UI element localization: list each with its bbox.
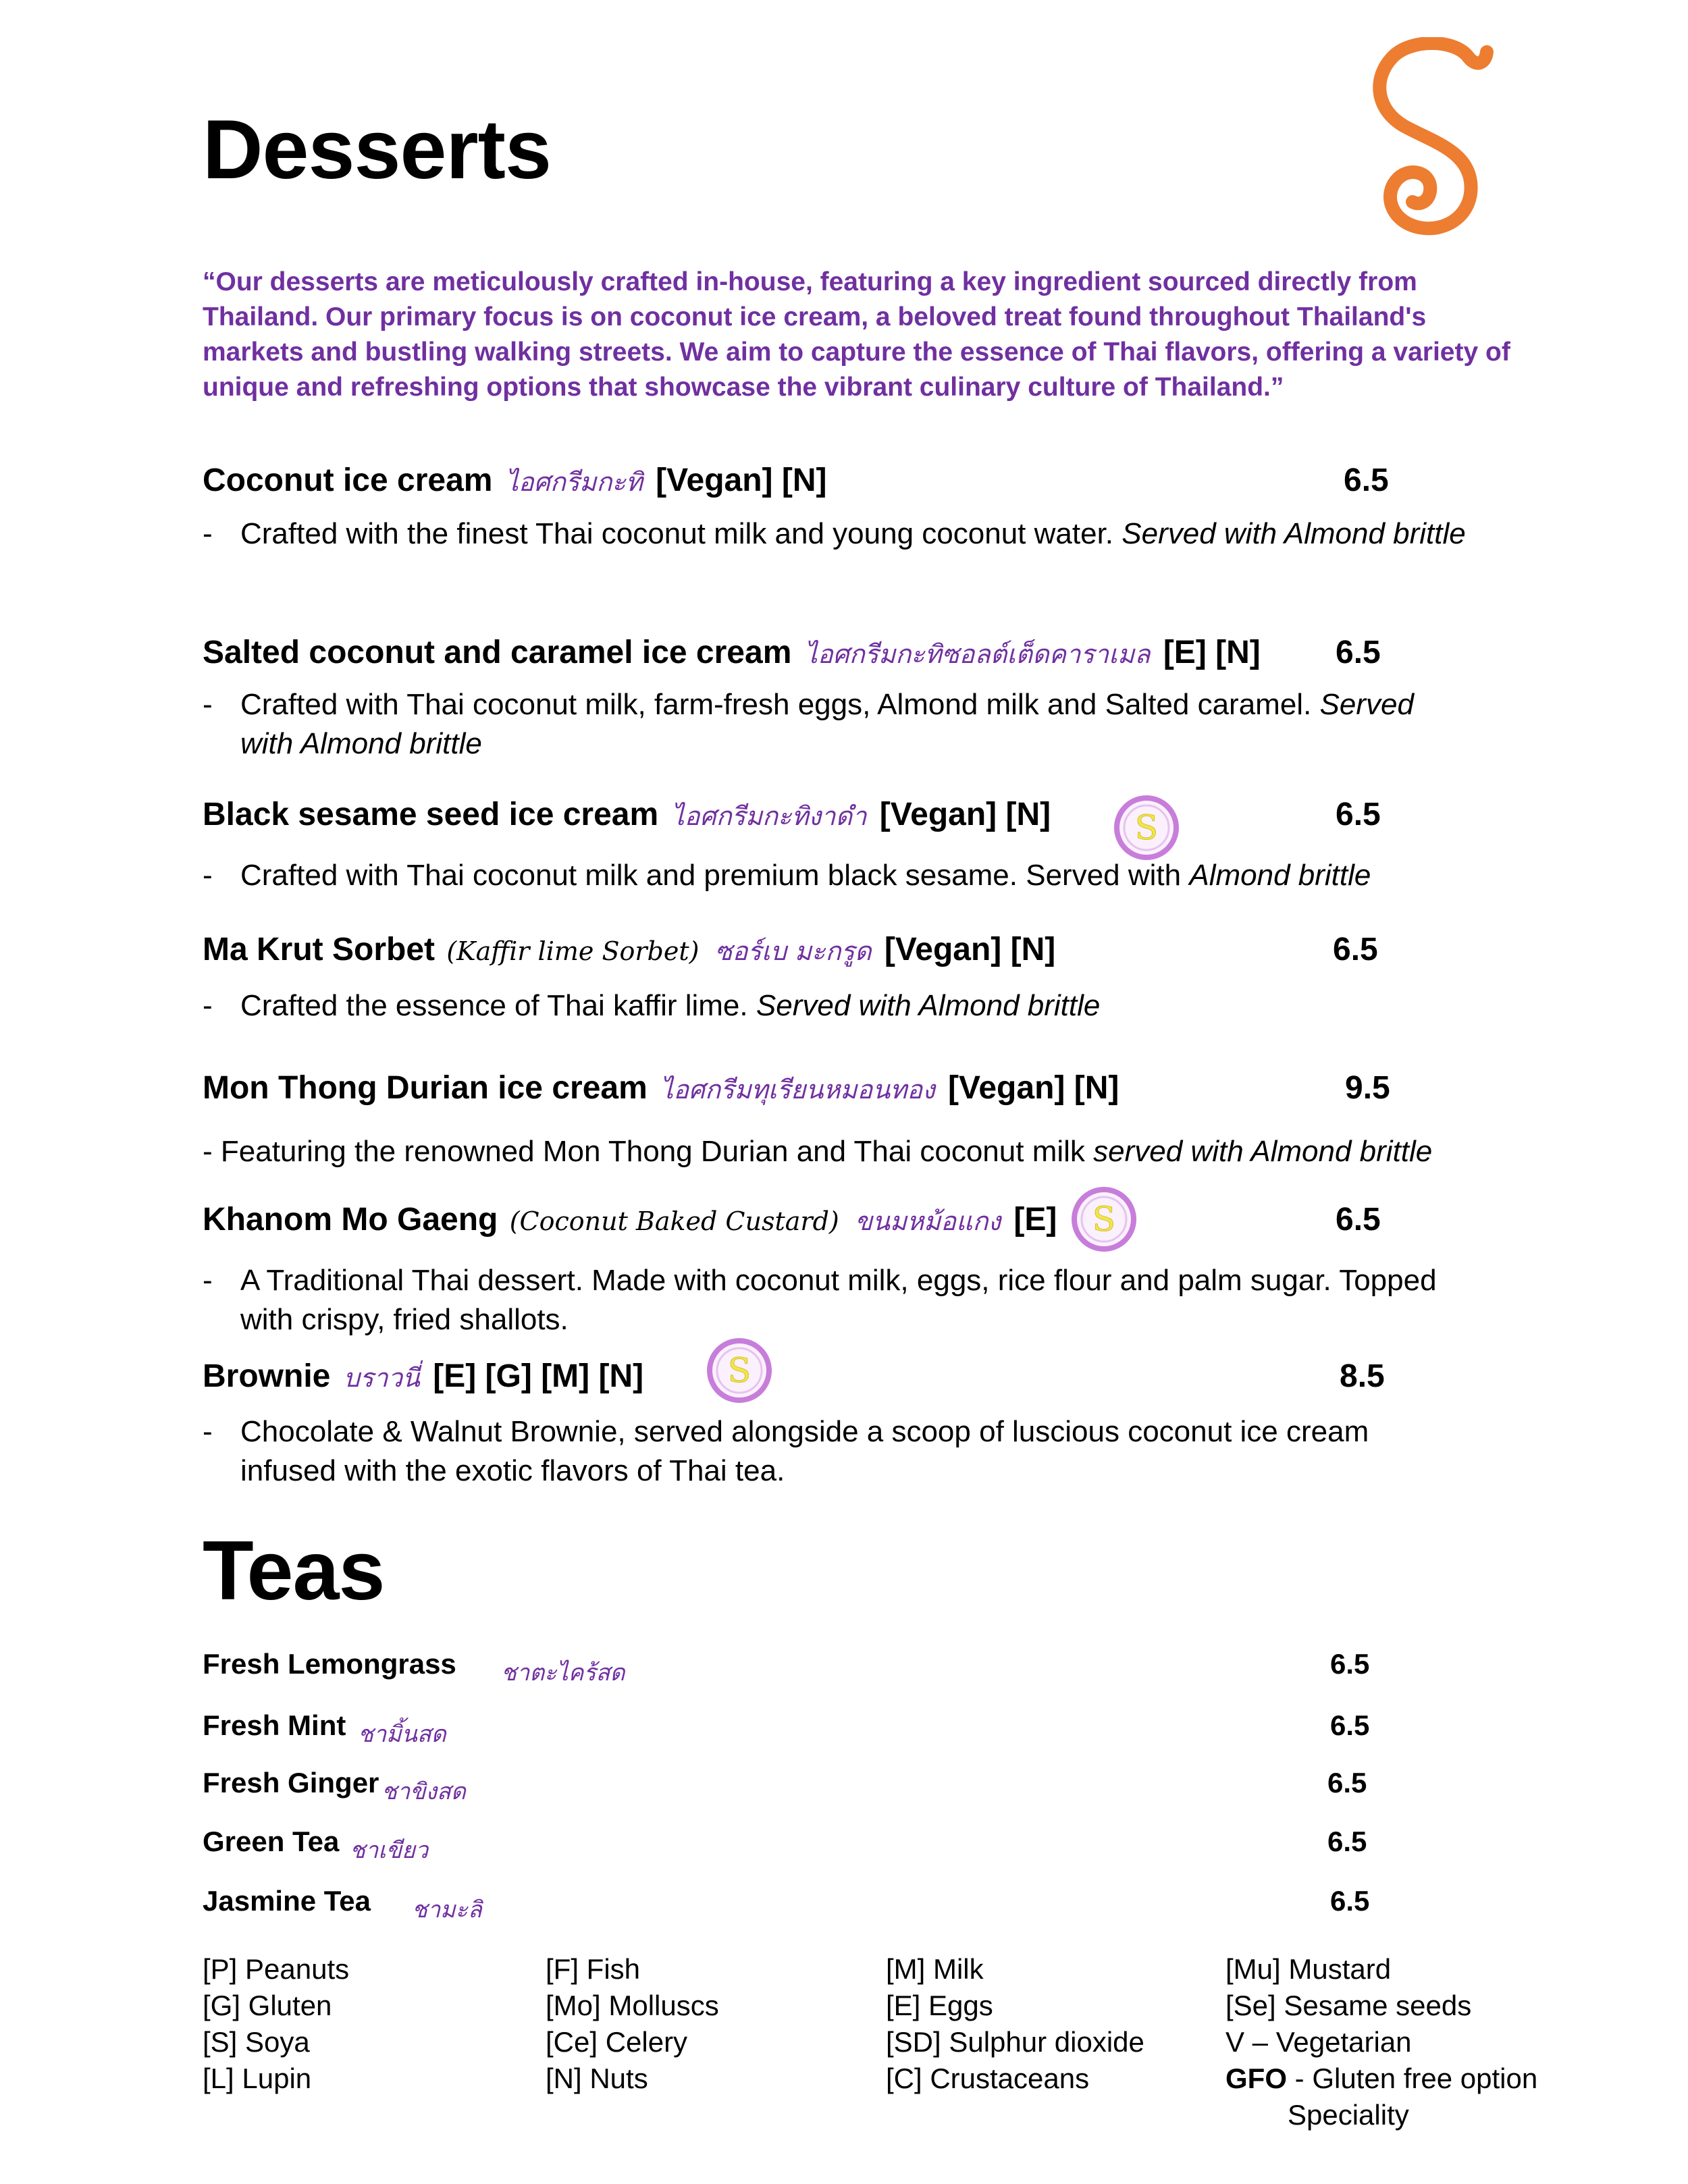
dessert-tags: [Vegan] [N] xyxy=(884,932,1056,967)
dessert-tags: [E] [N] xyxy=(1163,635,1261,670)
dessert-name: Salted coconut and caramel ice cream xyxy=(203,635,792,670)
dessert-price: 6.5 xyxy=(1344,462,1389,498)
description-serving: Served with Almond brittle xyxy=(240,688,1414,760)
dessert-item-title xyxy=(203,1360,643,1393)
bullet-dash: - xyxy=(203,517,213,550)
tea-name: Fresh Mint xyxy=(203,1709,346,1741)
allergen-legend-item: [Ce] Celery xyxy=(546,2026,688,2058)
bullet-dash: - xyxy=(203,688,213,721)
dessert-price: 6.5 xyxy=(1336,797,1381,832)
bullet-dash: - xyxy=(203,859,213,892)
tea-thai-name: ชาเขียว xyxy=(350,1837,429,1864)
dessert-thai-name: ไอศกรีมกะทิซอลต์เต็ดคาราเมล xyxy=(804,639,1151,669)
bullet-dash: - xyxy=(203,989,213,1022)
dessert-item-title xyxy=(203,1072,1119,1104)
description-serving: Almond brittle xyxy=(1189,859,1371,892)
allergen-legend-item: [Mu] Mustard xyxy=(1225,1953,1392,1985)
svg-text:S: S xyxy=(727,1351,751,1390)
dessert-item-title xyxy=(203,637,1261,669)
dessert-tags: [Vegan] [N] xyxy=(948,1070,1119,1106)
dessert-price: 8.5 xyxy=(1340,1358,1385,1394)
dessert-thai-name: ซอร์เบ มะกรูด xyxy=(714,936,872,966)
dessert-thai-name: ไอศกรีมกะทิ xyxy=(505,467,643,497)
bullet-dash: - xyxy=(203,1415,213,1448)
allergen-legend-item: [P] Peanuts xyxy=(203,1953,350,1985)
tea-thai-name: ชาขิงสด xyxy=(381,1778,466,1805)
svg-text:S: S xyxy=(1092,1200,1116,1239)
desserts-intro-quote: “Our desserts are meticulously crafted in-house, featuring a key ingredient sourced directly from Thailand. Our primary focus is on coconut ice cream, a beloved treat found throughout Thailand's markets and bustling walking streets. We aim to capture the essence of Thai flavors, offering a variety of unique and refreshing options that showcase the vibrant culinary culture of Thailand.” xyxy=(203,267,1510,402)
dessert-tags: [E] [G] [M] [N] xyxy=(433,1358,644,1394)
tea-thai-name: ชามิ้นสด xyxy=(358,1721,446,1748)
tea-price: 6.5 xyxy=(1330,1709,1370,1741)
allergen-legend-column xyxy=(546,1951,719,2097)
allergen-legend-item: [N] Nuts xyxy=(546,2062,648,2094)
dessert-thai-name: บราวนี่ xyxy=(343,1363,420,1393)
tea-price: 6.5 xyxy=(1327,1826,1367,1857)
tea-name: Fresh Ginger xyxy=(203,1767,379,1799)
allergen-legend-item: [S] Soya xyxy=(203,2026,310,2058)
dessert-price: 6.5 xyxy=(1333,932,1378,967)
bullet-dash: - xyxy=(203,1264,213,1297)
allergen-legend-column xyxy=(203,1951,349,2097)
description-text: A Traditional Thai dessert. Made with coconut milk, eggs, rice flour and palm sugar. Topped with crispy, fried shallots. xyxy=(240,1264,1437,1336)
dessert-price: 9.5 xyxy=(1345,1070,1390,1106)
dessert-item-title xyxy=(203,1204,1057,1236)
speciality-label: Speciality xyxy=(1288,2099,1409,2131)
gfo-label: - Gluten free option xyxy=(1287,2062,1538,2094)
dessert-name: Coconut ice cream xyxy=(203,462,493,498)
tea-thai-name: ชาตะไคร้สด xyxy=(501,1659,625,1686)
description-serving: Served with Almond brittle xyxy=(756,989,1101,1022)
dessert-name: Black sesame seed ice cream xyxy=(203,797,659,832)
dessert-description xyxy=(203,685,1472,764)
description-text: Crafted with Thai coconut milk, farm-fresh eggs, Almond milk and Salted caramel. xyxy=(240,688,1312,721)
dessert-name: Ma Krut Sorbet xyxy=(203,932,436,967)
tea-name: Green Tea xyxy=(203,1826,340,1857)
allergen-legend-item: [Se] Sesame seeds xyxy=(1225,1990,1472,2021)
dessert-thai-name: ไอศกรีมกะทิงาดำ xyxy=(671,801,867,831)
allergen-legend-item: [Mo] Molluscs xyxy=(546,1990,719,2021)
allergen-legend-item: V – Vegetarian xyxy=(1225,2026,1412,2058)
dessert-price: 6.5 xyxy=(1336,1202,1381,1237)
description-text: Crafted with the finest Thai coconut milk and young coconut water. xyxy=(240,517,1114,550)
allergen-legend-column xyxy=(886,1951,1144,2097)
allergen-legend-item: [M] Milk xyxy=(886,1953,984,1985)
dessert-english-subtitle: (Kaffir lime Sorbet) xyxy=(446,936,700,966)
allergen-legend-item xyxy=(1225,2060,1537,2097)
speciality-badge-icon xyxy=(706,1337,773,1404)
tea-thai-name: ชามะลิ xyxy=(412,1896,482,1923)
dessert-item-title xyxy=(203,464,827,497)
gfo-code: GFO xyxy=(1225,2062,1287,2094)
description-serving: served with Almond brittle xyxy=(1093,1135,1433,1168)
speciality-badge-icon xyxy=(1070,1186,1138,1253)
tea-price: 6.5 xyxy=(1327,1767,1367,1799)
description-serving: Served with Almond brittle xyxy=(1122,517,1466,550)
dessert-description xyxy=(203,856,1472,895)
dessert-description xyxy=(203,514,1472,554)
dessert-thai-name: ไอศกรีมทุเรียนหมอนทอง xyxy=(660,1075,935,1104)
page-title-desserts: Desserts xyxy=(203,103,551,196)
dessert-description xyxy=(203,986,1472,1026)
dessert-tags: [E] xyxy=(1013,1202,1057,1237)
description-text: Crafted with Thai coconut milk and premium black sesame. Served with xyxy=(240,859,1182,892)
dessert-tags: [Vegan] [N] xyxy=(879,797,1051,832)
description-text: Chocolate & Walnut Brownie, served alongside a scoop of luscious coconut ice cream infused with the exotic flavors of Thai tea. xyxy=(240,1415,1369,1487)
tea-name: Jasmine Tea xyxy=(203,1885,371,1917)
description-text: Crafted the essence of Thai kaffir lime. xyxy=(240,989,748,1022)
allergen-legend-item: [L] Lupin xyxy=(203,2062,312,2094)
dessert-name: Khanom Mo Gaeng xyxy=(203,1202,498,1237)
dessert-description xyxy=(203,1261,1472,1339)
allergen-legend-item: [F] Fish xyxy=(546,1953,641,1985)
description-text: - Featuring the renowned Mon Thong Durian and Thai coconut milk xyxy=(203,1135,1085,1168)
allergen-legend-item: [C] Crustaceans xyxy=(886,2062,1090,2094)
restaurant-logo-s-icon xyxy=(1357,37,1496,240)
allergen-legend-column xyxy=(1225,1951,1537,2133)
dessert-price: 6.5 xyxy=(1336,635,1381,670)
dessert-item-title xyxy=(203,934,1055,966)
page-title-teas: Teas xyxy=(203,1524,385,1618)
dessert-english-subtitle: (Coconut Baked Custard) xyxy=(509,1206,839,1236)
allergen-legend-item: [E] Eggs xyxy=(886,1990,993,2021)
dessert-description xyxy=(203,1132,1539,1171)
dessert-name: Mon Thong Durian ice cream xyxy=(203,1070,648,1106)
tea-price: 6.5 xyxy=(1330,1885,1370,1917)
tea-price: 6.5 xyxy=(1330,1648,1370,1680)
dessert-tags: [Vegan] [N] xyxy=(656,462,827,498)
dessert-item-title xyxy=(203,799,1051,831)
svg-text:S: S xyxy=(1134,808,1159,847)
allergen-legend-item: [SD] Sulphur dioxide xyxy=(886,2026,1144,2058)
tea-name: Fresh Lemongrass xyxy=(203,1648,456,1680)
dessert-name: Brownie xyxy=(203,1358,331,1394)
allergen-legend-item: [G] Gluten xyxy=(203,1990,332,2021)
dessert-description xyxy=(203,1412,1472,1491)
speciality-badge-icon xyxy=(1113,794,1180,861)
dessert-thai-name: ขนมหม้อแกง xyxy=(855,1206,1001,1236)
